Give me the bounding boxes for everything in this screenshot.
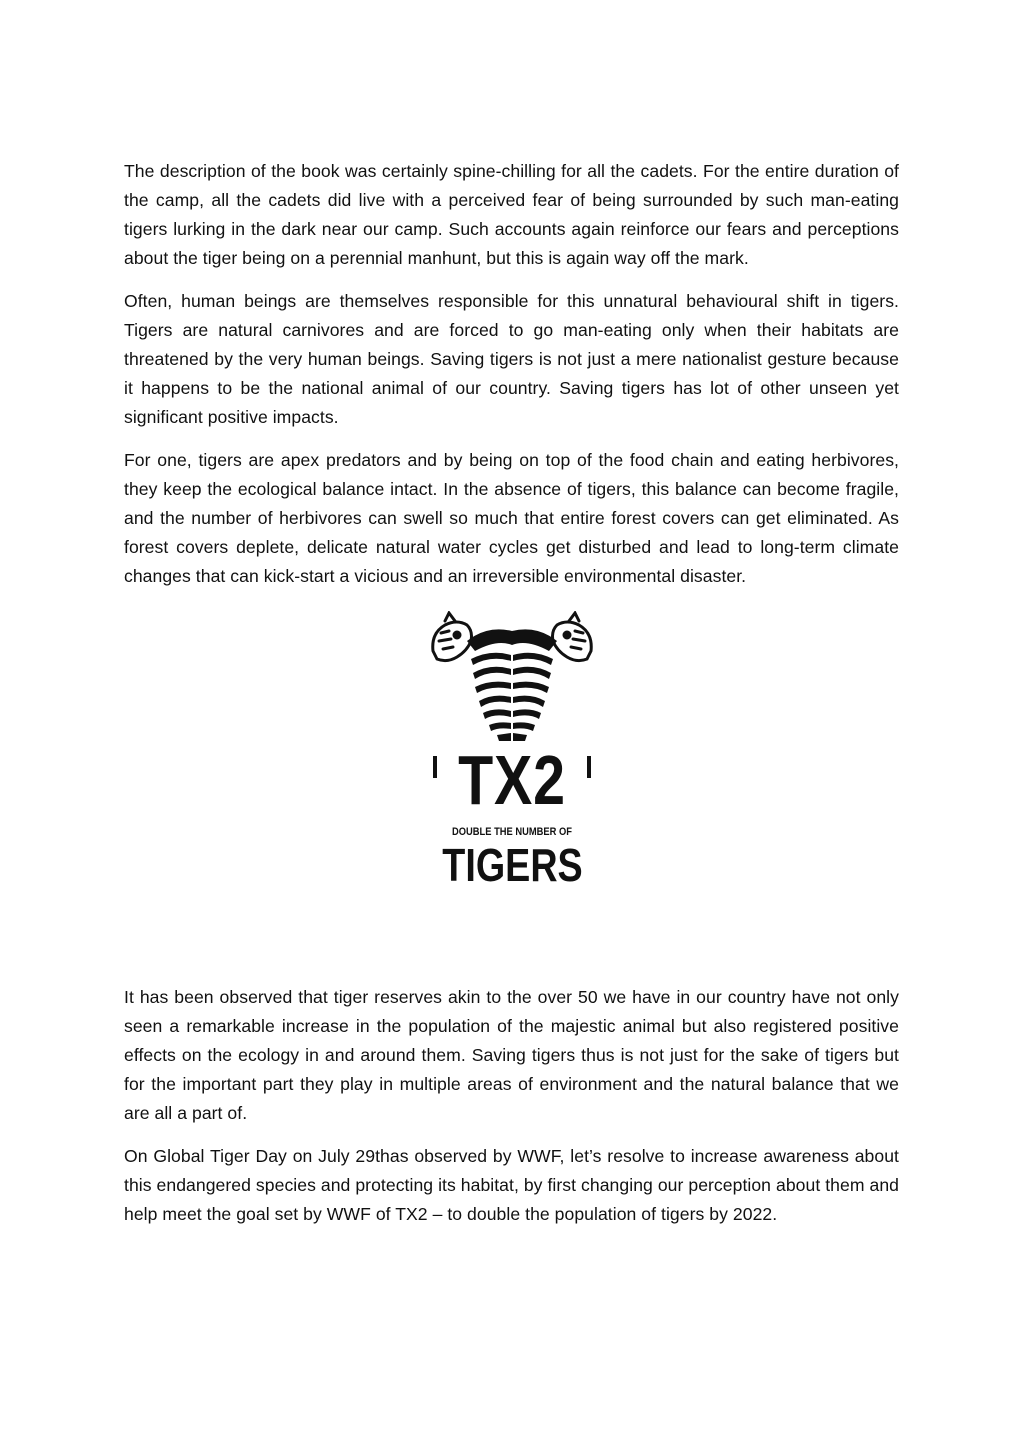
paragraph: It has been observed that tiger reserves akin to the over 50 we have in our country have not only seen a remarkable increase in the population of the majestic animal but also registered positive effects on the ecology in and around them. Saving tigers thus is not just for the sake of tigers but for the important part they play in multiple areas of environment and the natural balance that we are all a part of.	[124, 987, 899, 1123]
tx2-logo-figure	[124, 611, 899, 943]
paragraph: For one, tigers are apex predators and by being on top of the food chain and eating herbivores, they keep the ecological balance intact. In the absence of tigers, this balance can become fragile, and the number of herbivores can swell so much that entire forest covers can get eliminated. As forest covers deplete, delicate natural water cycles get disturbed and lead to long-term climate changes that can kick-start a vicious and an irreversible environmental disaster.	[124, 450, 899, 586]
document-page	[124, 157, 899, 1243]
logo-tick-left	[433, 756, 437, 778]
logo-title: TX2	[457, 741, 566, 819]
paragraph: On Global Tiger Day on July 29thas observed by WWF, let’s resolve to increase awareness about this endangered species and protecting its habitat, by first changing our perception about them and help meet the goal set by WWF of TX2 – to double the population of tigers by 2022.	[124, 1146, 899, 1224]
paragraph: The description of the book was certainly spine-chilling for all the cadets. For the entire duration of the camp, all the cadets did live with a perceived fear of being surrounded by such man-eating tigers lurking in the dark near our camp. Such accounts again reinforce our fears and perceptions about the tiger being on a perennial manhunt, but this is again way off the mark.	[124, 161, 899, 268]
twin-tigers-icon	[427, 611, 597, 746]
tx2-logo	[427, 611, 597, 911]
logo-tick-right	[587, 756, 591, 778]
logo-subtitle: DOUBLE THE NUMBER OF	[451, 826, 572, 838]
paragraph: Often, human beings are themselves responsible for this unnatural behavioural shift in tigers. Tigers are natural carnivores and are forced to go man-eating only when their habitats are threatened by the very human beings. Saving tigers is not just a mere nationalist gesture because it happens to be the national animal of our country. Saving tigers has lot of other unseen yet significant positive impacts.	[124, 291, 899, 427]
logo-bottom-text: TIGERS	[441, 839, 583, 891]
